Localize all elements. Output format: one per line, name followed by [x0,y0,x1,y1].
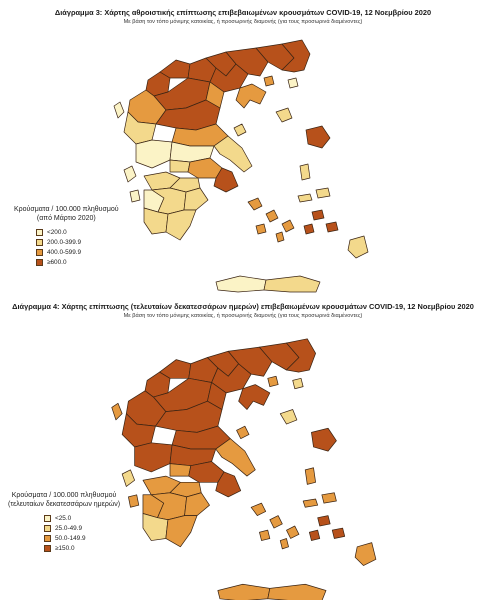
chart-title: Διάγραμμα 4: Χάρτης επίπτωσης (τελευταίων δεκατεσσάρων ημερών) επιβεβαιωμένων κρουσμάτων COVID-19, 12 Νοεμβρίου 2020 [12,302,474,311]
region-ikaria [303,499,318,507]
region-cyclades [251,503,299,549]
legend-item [36,258,119,267]
legend-label: 200.0-399.9 [47,239,82,246]
legend-heading: Κρούσματα / 100.000 πληθυσμού [14,206,119,213]
region-thassos [264,76,274,86]
legend-swatch [36,239,43,246]
legend-heading: Κρούσματα / 100.000 πληθυσμού [11,492,117,499]
legend-item [36,238,119,247]
chart-subtitle: Με βάση τον τόπο μόνιμης κατοικίας, ή προσωρινής διαμονής (για τους προσωρινά διαμένοντες) [123,19,363,25]
region-crete-w [218,584,270,600]
region-lesvos [311,428,336,451]
region-zakynthos [128,495,138,507]
region-chios [305,468,315,485]
map-legend [14,205,119,268]
greece-choropleth-map [0,296,486,600]
legend-swatch [36,259,43,266]
legend-swatch [44,535,51,542]
legend-label: <200.0 [47,229,67,236]
legend-swatch [36,229,43,236]
legend-item [36,248,119,257]
legend-item [44,514,120,523]
map-panel-cumulative [0,0,486,296]
region-samos [322,493,337,503]
region-rhodes [355,543,376,566]
map-regions [112,339,376,600]
region-argolida [185,493,210,516]
legend-subheading: (από Μάρτιο 2020) [36,215,96,222]
legend-swatch [44,515,51,522]
region-fokida [170,160,190,172]
legend-swatch [44,525,51,532]
region-dodecanese-n [309,516,344,541]
legend-subheading: (τελευταίων δεκατεσσάρων ημερών) [8,501,121,508]
region-samothraki [288,78,298,88]
chart-title: Διάγραμμα 3: Χάρτης αθροιστικής επίπτωσης επιβεβαιωμένων κρουσμάτων COVID-19, 12 Νοεμβρίου 2020 [54,8,432,17]
region-crete-e [264,276,320,292]
legend-item [44,544,120,553]
legend-swatch [44,545,51,552]
region-cyclades [248,198,294,242]
legend-swatch [36,249,43,256]
region-crete-e [268,584,326,600]
region-lesvos [306,126,330,148]
legend-label: ≥150.0 [55,545,75,552]
region-rhodes [348,236,368,258]
legend-item [44,534,120,543]
chart-subtitle: Με βάση τον τόπο μόνιμης κατοικίας, ή προσωρινής διαμονής (για τους προσωρινά διαμένοντες) [123,313,363,319]
region-chalkidiki [239,385,270,410]
region-chalkidiki [236,84,266,108]
region-corfu [112,403,122,420]
region-corfu [114,102,124,118]
legend-label: <25.0 [55,515,72,522]
legend-label: 50.0-149.9 [55,535,86,542]
region-chios [300,164,310,180]
region-laconia [166,210,196,240]
region-limnos [276,108,292,122]
region-kefalonia [124,166,136,182]
legend-item [36,228,119,237]
region-samos [316,188,330,198]
map-regions [114,40,368,292]
map-legend [8,491,120,554]
region-samothraki [293,378,303,388]
region-limnos [280,410,297,425]
region-thassos [268,376,278,386]
legend-label: ≥600.0 [47,259,67,266]
region-ikaria [298,194,312,202]
map-panel-14day [0,296,486,600]
region-sporades [234,124,246,136]
legend-label: 400.0-599.9 [47,249,82,256]
region-crete-w [216,276,266,292]
region-aetolia [135,443,172,472]
region-argolida [184,188,208,210]
region-laconia [166,516,197,547]
region-kefalonia [122,470,134,487]
region-zakynthos [130,190,140,202]
region-sporades [237,426,249,438]
legend-item [44,524,120,533]
region-fokida [170,464,191,476]
region-aetolia [136,140,172,168]
legend-label: 25.0-49.9 [55,525,83,532]
region-dodecanese-n [304,210,338,234]
